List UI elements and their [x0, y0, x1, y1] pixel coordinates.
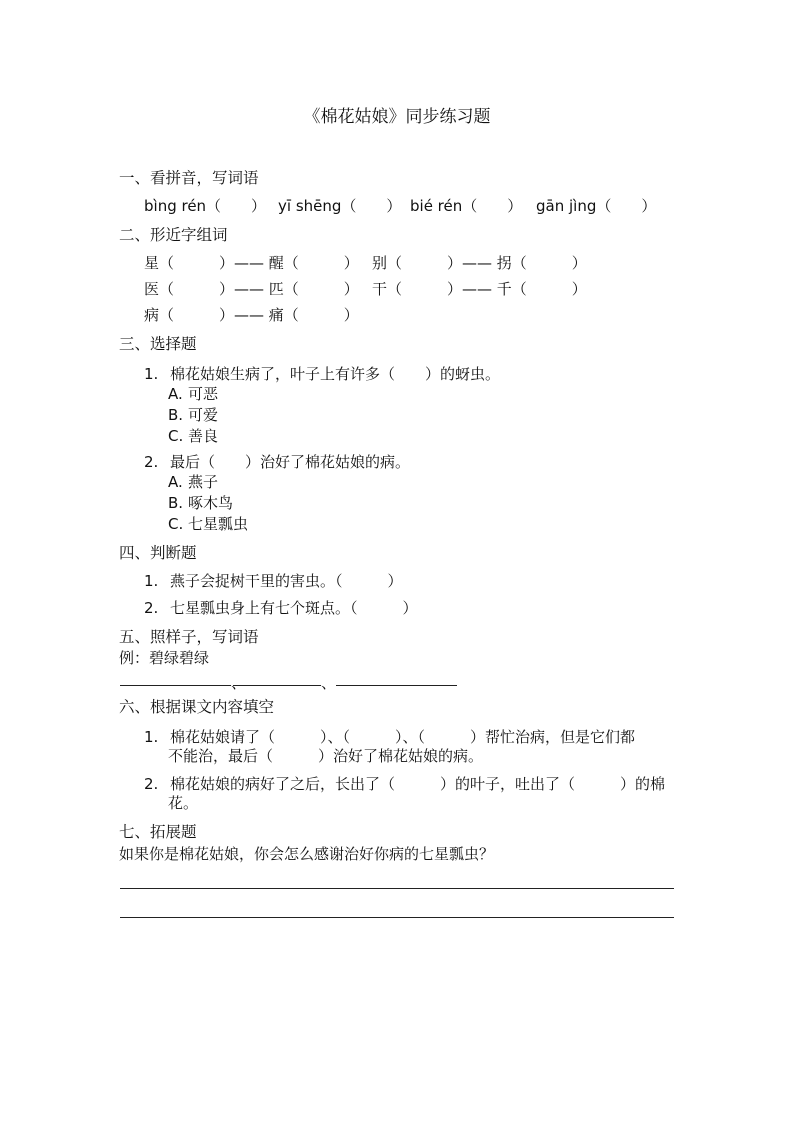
question-number: 2.	[144, 775, 159, 793]
section-4-heading: 四、判断题	[119, 544, 197, 562]
option-letter: A.	[168, 385, 183, 403]
question-number: 1.	[144, 728, 159, 746]
option-a	[168, 472, 218, 492]
fill-question-2	[144, 774, 665, 794]
option-b	[168, 493, 233, 513]
option-letter: A.	[168, 473, 183, 491]
fill-question-1-line2: 不能治，最后（ ）治好了棉花姑娘的病。	[168, 747, 484, 765]
section-7-heading: 七、拓展题	[119, 823, 197, 841]
char-pair-row2-right: 干（ ）—— 千（ ）	[372, 280, 587, 298]
question-number: 2.	[144, 453, 159, 471]
section-1-heading: 一、看拼音，写词语	[119, 169, 259, 187]
pinyin-item-3: bié rén（ ）	[410, 197, 523, 215]
answer-line-2	[120, 917, 674, 918]
option-a	[168, 384, 218, 404]
question-text-line1: 棉花姑娘的病好了之后，长出了（ ）的叶子，吐出了（ ）的棉	[170, 775, 666, 793]
section-5-heading: 五、照样子，写词语	[119, 628, 259, 646]
option-c	[168, 514, 248, 534]
answer-line-1	[120, 888, 674, 889]
char-pair-row2-left: 医（ ）—— 匹（ ）	[144, 280, 359, 298]
blank-separator-2: 、	[321, 674, 337, 692]
page-title: 《棉花姑娘》同步练习题	[303, 107, 491, 127]
answer-blank-3	[336, 685, 457, 686]
question-number: 2.	[144, 599, 159, 617]
option-letter: B.	[168, 494, 184, 512]
option-text: 善良	[188, 427, 219, 445]
fill-question-1	[144, 727, 635, 747]
question-number: 1.	[144, 572, 159, 590]
char-pair-row1-left: 星（ ）—— 醒（ ）	[144, 254, 359, 272]
choice-question-2	[144, 452, 410, 472]
section-3-heading: 三、选择题	[119, 335, 197, 353]
char-pair-row3-left: 病（ ）—— 痛（ ）	[144, 306, 359, 324]
option-text: 可恶	[188, 385, 219, 403]
question-text: 最后（ ）治好了棉花姑娘的病。	[170, 453, 411, 471]
judge-question-2	[144, 598, 418, 618]
answer-blank-2	[233, 685, 321, 686]
option-text: 七星瓢虫	[188, 515, 249, 533]
section-2-heading: 二、形近字组词	[119, 226, 228, 244]
option-letter: C.	[168, 515, 184, 533]
question-number: 1.	[144, 365, 159, 383]
option-text: 可爱	[188, 406, 219, 424]
option-text: 啄木鸟	[188, 494, 234, 512]
blank-separator-1: 、	[231, 674, 247, 692]
option-letter: B.	[168, 406, 184, 424]
answer-blank-1	[120, 685, 231, 686]
choice-question-1	[144, 364, 500, 384]
question-text: 棉花姑娘生病了，叶子上有许多（ ）的蚜虫。	[170, 365, 501, 383]
pinyin-item-2: yī shēng（ ）	[278, 197, 402, 215]
char-pair-row1-right: 别（ ）—— 拐（ ）	[372, 254, 587, 272]
section-6-heading: 六、根据课文内容填空	[119, 698, 275, 716]
option-b	[168, 405, 218, 425]
pinyin-item-1: bìng rén（ ）	[144, 197, 267, 215]
question-text-line1: 棉花姑娘请了（ ）、（ ）、（ ）帮忙治病，但是它们都	[170, 728, 636, 746]
question-text: 燕子会捉树干里的害虫。（ ）	[170, 572, 403, 590]
question-text: 七星瓢虫身上有七个斑点。（ ）	[170, 599, 418, 617]
extension-question: 如果你是棉花姑娘，你会怎么感谢治好你病的七星瓢虫？	[119, 845, 495, 863]
option-c	[168, 426, 218, 446]
fill-question-2-line2: 花。	[168, 794, 199, 812]
option-letter: C.	[168, 427, 184, 445]
judge-question-1	[144, 571, 403, 591]
pinyin-item-4: gān jìng（ ）	[536, 197, 657, 215]
option-text: 燕子	[188, 473, 219, 491]
example-word: 例：碧绿碧绿	[119, 649, 210, 667]
